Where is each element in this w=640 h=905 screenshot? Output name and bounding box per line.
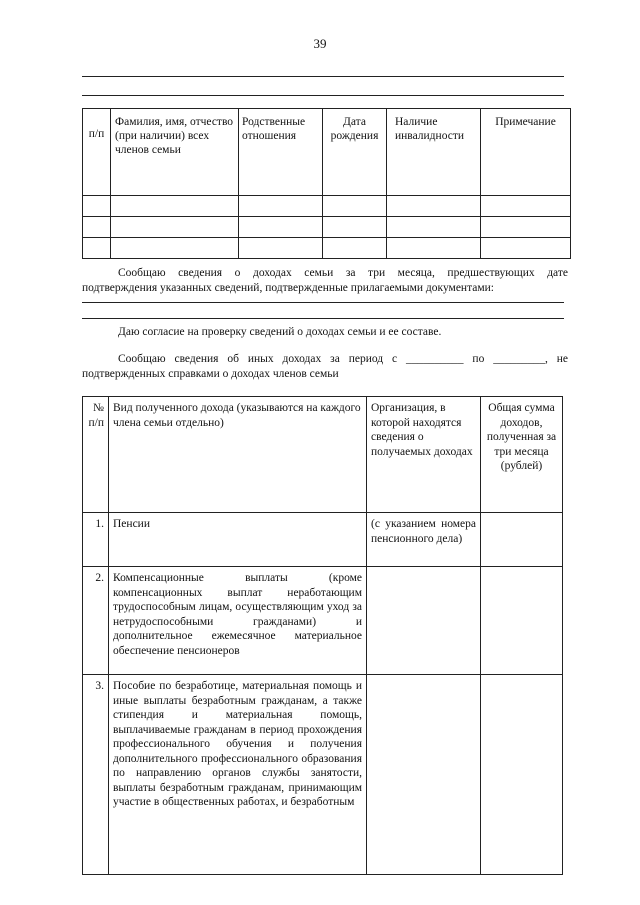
table-cell[interactable] [111, 217, 239, 238]
col-header-income-type: Вид полученного дохода (указываются на каждого члена семьи отдельно) [109, 397, 367, 513]
table-row [83, 238, 571, 259]
table-row [83, 196, 571, 217]
table-cell[interactable] [83, 196, 111, 217]
organization-cell[interactable] [367, 567, 481, 675]
col-header-relationship: Родственные отношения [239, 109, 323, 196]
table-row [83, 217, 571, 238]
table-cell[interactable] [481, 217, 571, 238]
total-sum-cell[interactable] [481, 675, 563, 875]
table-cell[interactable] [239, 196, 323, 217]
table-cell[interactable] [83, 238, 111, 259]
income-type-cell: Пособие по безработице, материальная помощь и иные выплаты безработным гражданам, а также стипендия и материальная помощь, выплачиваемые гражданам в период прохождения профессионального обучения и получения дополнительного профессионального образования по направлению органов службы занятости, выплаты безработным гражданам, принимающим участие в общественных работах, и безработным [109, 675, 367, 875]
other-income-line-2: подтвержденных справками о доходах членов семьи [82, 368, 339, 380]
consent-paragraph [82, 325, 568, 340]
table-cell[interactable] [239, 238, 323, 259]
organization-cell[interactable]: (с указанием номера пенсионного дела) [367, 513, 481, 567]
other-income-line-1: Сообщаю сведения об иных доходах за период с __________ по _________, не [118, 353, 568, 365]
blank-line [82, 318, 564, 319]
table-cell[interactable] [323, 238, 387, 259]
blank-line [82, 302, 564, 303]
income-type-cell: Компенсационные выплаты (кроме компенсационных выплат неработающим трудоспособным лицам, осуществляющим уход за нетрудоспособными гражданами) и дополнительное ежемесячное материальное обеспечение пенсионеров [109, 567, 367, 675]
table-cell[interactable] [387, 196, 481, 217]
col-header-birth-date: Дата рождения [323, 109, 387, 196]
income-statement-line-2: подтверждения указанных сведений, подтвержденные прилагаемыми документами: [82, 282, 494, 294]
table-cell[interactable] [387, 217, 481, 238]
blank-line [82, 95, 564, 96]
col-header-number: п/п [83, 109, 111, 196]
income-type-cell: Пенсии [109, 513, 367, 567]
organization-cell[interactable] [367, 675, 481, 875]
table-cell[interactable] [323, 196, 387, 217]
table-row [83, 567, 563, 675]
other-income-table [82, 396, 563, 875]
col-header-disability: Наличие инвалидности [387, 109, 481, 196]
table-cell[interactable] [239, 217, 323, 238]
table-cell[interactable] [481, 238, 571, 259]
col-header-organization: Организация, в которой находятся сведения о получаемых доходах [367, 397, 481, 513]
page-number: 39 [313, 36, 327, 51]
table-cell[interactable] [323, 217, 387, 238]
table-row [83, 513, 563, 567]
table-cell[interactable] [111, 238, 239, 259]
table-cell[interactable] [387, 238, 481, 259]
row-number: 1. [83, 513, 109, 567]
col-header-note: Примечание [481, 109, 571, 196]
table-cell[interactable] [83, 217, 111, 238]
income-statement-paragraph [82, 266, 568, 296]
row-number: 2. [83, 567, 109, 675]
table-row [83, 675, 563, 875]
col-header-number: № п/п [83, 397, 109, 513]
total-sum-cell[interactable] [481, 567, 563, 675]
family-members-table [82, 108, 571, 259]
col-header-total-sum: Общая сумма доходов, полученная за три месяца (рублей) [481, 397, 563, 513]
row-number: 3. [83, 675, 109, 875]
other-income-paragraph [82, 352, 568, 382]
table-cell[interactable] [111, 196, 239, 217]
col-header-full-name: Фамилия, имя, отчество (при наличии) всех членов семьи [111, 109, 239, 196]
consent-text: Даю согласие на проверку сведений о доходах семьи и ее составе. [118, 326, 442, 338]
total-sum-cell[interactable] [481, 513, 563, 567]
blank-line [82, 76, 564, 77]
income-statement-line-1: Сообщаю сведения о доходах семьи за три месяца, предшествующих дате [118, 267, 568, 279]
table-cell[interactable] [481, 196, 571, 217]
